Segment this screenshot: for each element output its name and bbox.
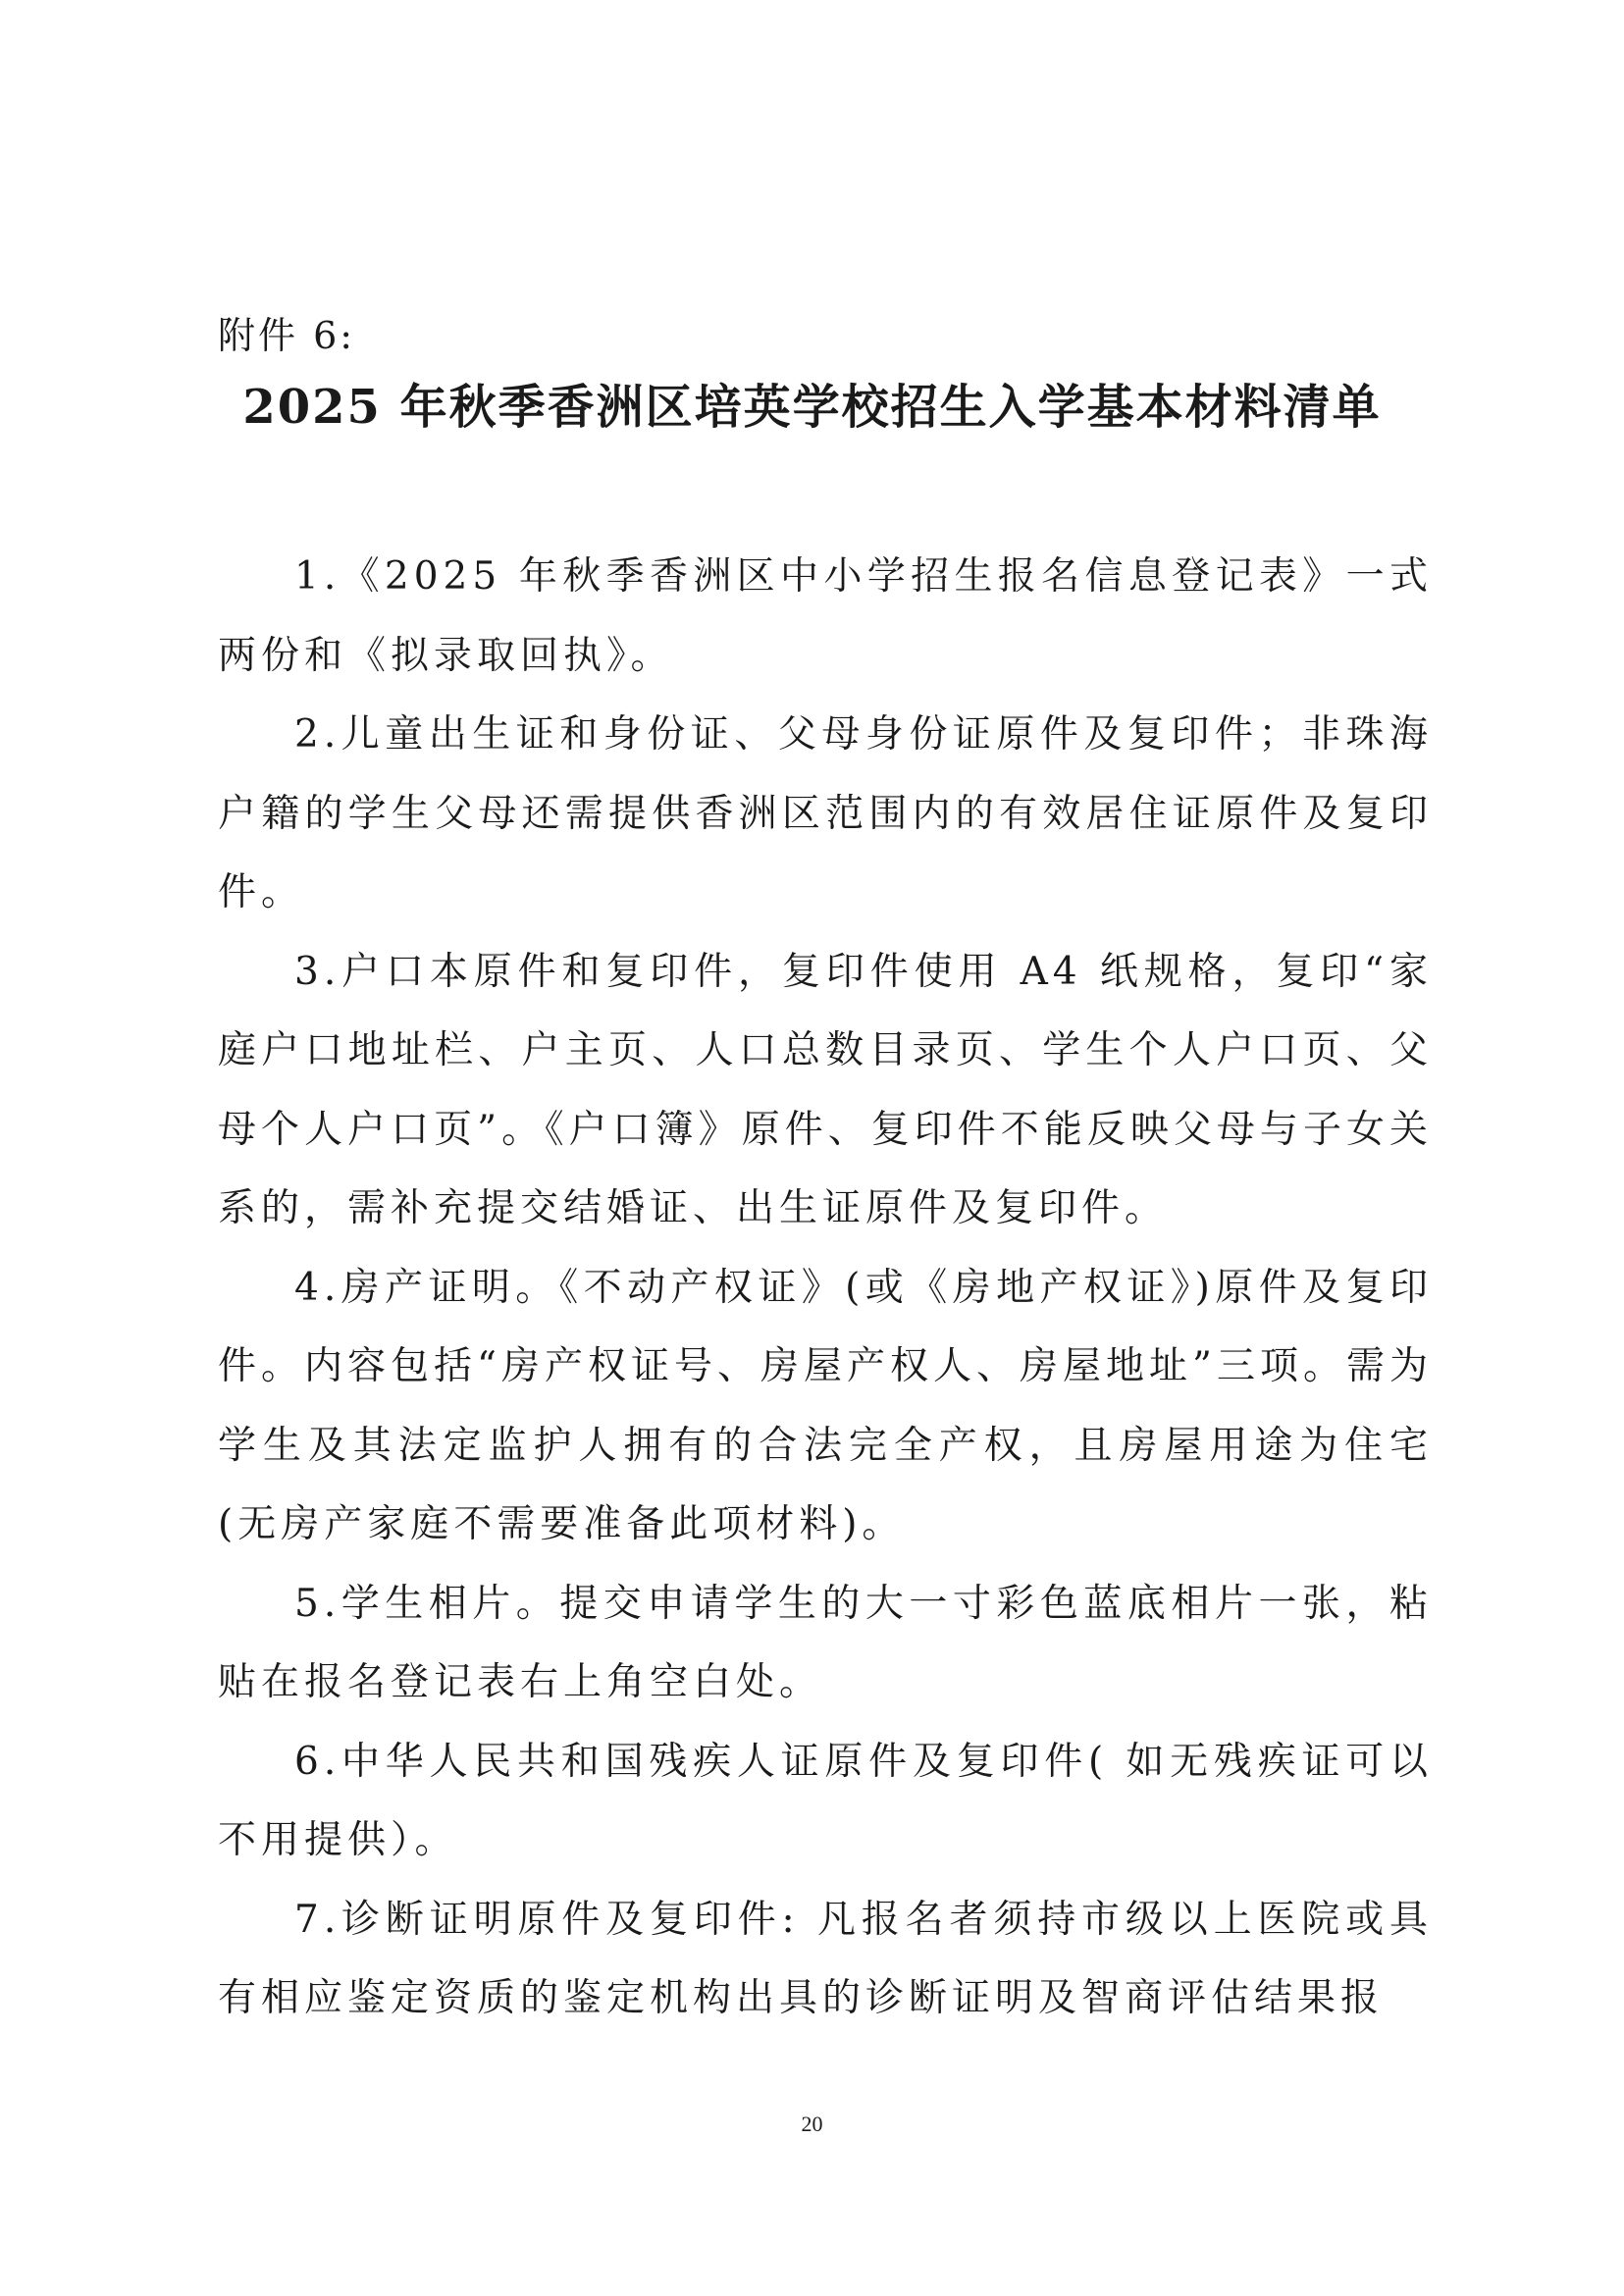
list-item: 3.户口本原件和复印件，复印件使用 A4 纸规格，复印“家庭户口地址栏、户主页、人口总数目录页、学生个人户口页、父母个人户口页”。《户口簿》原件、复印件不能反映父母与子女关系的，需补充提交结婚证、出生证原件及复印件。 (218, 949, 1433, 1230)
page-number: 20 (801, 2112, 823, 2136)
material-list (218, 538, 1433, 2039)
list-item: 1.《2025 年秋季香洲区中小学招生报名信息登记表》一式两份和《拟录取回执》。 (218, 554, 1433, 678)
list-item: 6.中华人民共和国残疾人证原件及复印件( 如无残疾证可以不用提供）。 (218, 1739, 1433, 1862)
attachment-label: 附件 6: (218, 314, 356, 357)
document-title: 2025 年秋季香洲区培英学校招生入学基本材料清单 (242, 380, 1382, 435)
list-item: 5.学生相片。提交申请学生的大一寸彩色蓝底相片一张，粘贴在报名登记表右上角空白处。 (218, 1581, 1433, 1704)
list-item: 7.诊断证明原件及复印件: 凡报名者须持市级以上医院或具有相应鉴定资质的鉴定机构出具的诊断证明及智商评估结果报 (218, 1897, 1433, 2020)
list-item: 2.儿童出生证和身份证、父母身份证原件及复印件；非珠海户籍的学生父母还需提供香洲区范围内的有效居住证原件及复印件。 (218, 712, 1433, 914)
list-item: 4.房产证明。《不动产权证》(或《房地产权证》)原件及复印件。内容包括“房产权证号、房屋产权人、房屋地址”三项。需为学生及其法定监护人拥有的合法完全产权，且房屋用途为住宅(无房产家庭不需要准备此项材料)。 (218, 1265, 1433, 1546)
